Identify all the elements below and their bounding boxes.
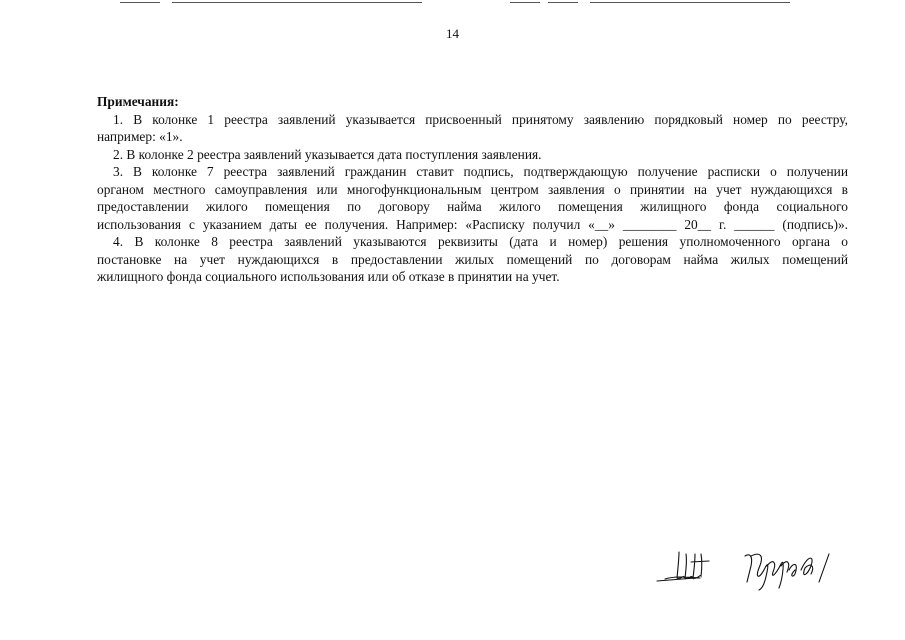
page-number: 14: [446, 26, 459, 41]
handwritten-signature: [655, 548, 875, 598]
note-line: органом местного самоуправления или многофункциональным центром заявления о принятии на учет нуждающихся в: [97, 181, 848, 197]
note-line: жилищного фонда социального использования или об отказе в принятии на учет.: [97, 269, 560, 284]
notes-section: [97, 93, 848, 286]
scan-artifact: [510, 2, 540, 3]
note-line: использования с указанием даты ее получения. Например: «Расписку получил «__» ________ 20__ г. ______ (подпись)».: [97, 216, 848, 232]
note-line: 1. В колонке 1 реестра заявлений указывается присвоенный принятому заявлению порядковый номер по реестру,: [113, 111, 848, 127]
scan-artifact: [548, 2, 578, 3]
note-line: например: «1».: [97, 129, 183, 144]
scan-artifact: [172, 2, 422, 3]
note-line: постановке на учет нуждающихся в предоставлении жилых помещений по договорам найма жилых помещений: [97, 251, 848, 267]
note-line: предоставлении жилого помещения по договору найма жилого помещения жилищного фонда социального: [97, 199, 848, 214]
scan-artifact: [590, 2, 790, 3]
note-line: 3. В колонке 7 реестра заявлений гражданин ставит подпись, подтверждающую получение расписки о получении: [113, 164, 848, 179]
notes-title: Примечания:: [97, 94, 179, 109]
scan-artifact: [120, 2, 160, 3]
note-line: 4. В колонке 8 реестра заявлений указываются реквизиты (дата и номер) решения уполномоченного органа о: [113, 234, 848, 249]
note-line: 2. В колонке 2 реестра заявлений указывается дата поступления заявления.: [113, 146, 542, 162]
